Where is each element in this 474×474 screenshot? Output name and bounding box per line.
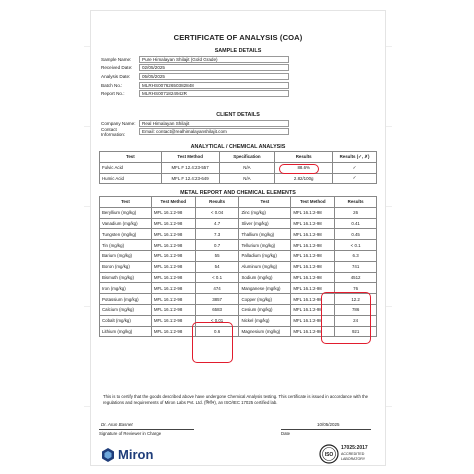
metal-cell: Beryllium (mg/kg) (100, 207, 152, 218)
miron-logo-icon (101, 448, 115, 462)
metal-cell: MFL 16.1:2-98 (291, 326, 335, 337)
metal-cell: 6583 (195, 304, 239, 315)
client-field-label: Contact Information: (101, 126, 126, 137)
analytical-header-cell: Results (275, 152, 333, 163)
metal-cell: MFL 16.1:2-98 (291, 304, 335, 315)
client-field-value: Real Himalayan Shilajit (139, 120, 289, 127)
sample-details (101, 55, 289, 98)
metal-row (100, 261, 377, 272)
signatory-name: Dr. Arun Basnet (101, 422, 133, 427)
svg-text:ISO: ISO (324, 452, 334, 458)
metal-row (100, 229, 377, 240)
metal-cell: Tin (mg/kg) (100, 240, 152, 251)
analytical-cell: MFL F 12.4:23-649 (161, 173, 219, 184)
certificate-sheet (90, 10, 386, 466)
signatory-caption: Signature of Reviewer in Charge (99, 431, 162, 436)
analytical-cell: ✓ (333, 162, 377, 173)
sample-field-label: Batch No.: (101, 82, 123, 88)
metal-cell: 24 (335, 315, 377, 326)
sample-field-label: Sample Name: (101, 56, 132, 62)
metal-cell: 921 (335, 326, 377, 337)
analytical-cell: MFL F 12.4:23-557 (161, 162, 219, 173)
metal-cell: MFL 16.1:2-98 (151, 294, 195, 305)
metal-cell: Zinc (mg/kg) (239, 207, 291, 218)
metal-cell: 741 (335, 261, 377, 272)
metal-cell: Sodium (mg/kg) (239, 272, 291, 283)
sample-field-row (101, 81, 289, 90)
metal-cell: MFL 16.1:2-98 (151, 304, 195, 315)
metal-header-cell: Test (239, 197, 291, 208)
sample-field-label: Report No.: (101, 91, 125, 97)
sample-field-row (101, 55, 289, 64)
metal-cell: MFL 16.1:2-98 (291, 272, 335, 283)
metal-cell: Nickel (mg/kg) (239, 315, 291, 326)
metal-cell: MFL 16.1:2-98 (151, 283, 195, 294)
document-title: CERTIFICATE OF ANALYSIS (COA) (173, 33, 303, 42)
metal-cell: MFL 16.1:2-98 (291, 240, 335, 251)
sample-details-heading: SAMPLE DETAILS (214, 48, 262, 54)
metal-cell: 474 (195, 283, 239, 294)
analytical-header-cell: Test (100, 152, 162, 163)
metal-cell: Sliver (mg/kg) (239, 218, 291, 229)
sample-field-value: Pure Himalayan Shilajit (Gold Grade) (139, 56, 289, 63)
sample-field-value: MLRHS0071824942R (139, 90, 289, 97)
client-details (101, 119, 289, 136)
metal-cell: 0.6 (195, 326, 239, 337)
metal-header-cell: Test Method (291, 197, 335, 208)
date-line (281, 429, 371, 430)
iso-seal-icon (319, 444, 339, 464)
metal-cell: 0.41 (335, 218, 377, 229)
metal-heading: METAL REPORT AND CHEMICAL ELEMENTS (180, 190, 296, 196)
date-caption: Date (281, 431, 291, 436)
metal-cell: Cesium (mg/kg) (239, 304, 291, 315)
client-field-label: Company Name: (101, 120, 136, 126)
sample-field-value: MLRHS00762650382848 (139, 82, 289, 89)
metal-cell: MFL 16.1:2-98 (291, 294, 335, 305)
metal-row (100, 207, 377, 218)
iso-accreditation-badge (319, 443, 379, 465)
analytical-header-cell: Specification (219, 152, 275, 163)
metal-cell: Aluminum (mg/kg) (239, 261, 291, 272)
iso-standard: 17025:2017 (341, 445, 368, 451)
analytical-cell: 2.82/100g (275, 173, 333, 184)
metal-cell: MFL 16.1:2-98 (291, 283, 335, 294)
metal-cell: Barium (mg/kg) (100, 250, 152, 261)
metal-cell: MFL 16.1:2-98 (151, 207, 195, 218)
metal-row (100, 218, 377, 229)
metal-cell: MFL 16.1:2-98 (151, 250, 195, 261)
metal-cell: Lithium (mg/kg) (100, 326, 152, 337)
brand-name: Miron (118, 447, 154, 462)
metal-cell: Thallium (mg/kg) (239, 229, 291, 240)
metal-cell: < 0.04 (195, 207, 239, 218)
client-field-row (101, 128, 289, 137)
analytical-row (100, 162, 377, 173)
metal-cell: MFL 16.1:2-98 (291, 315, 335, 326)
analytical-cell: ✓ (333, 173, 377, 184)
metal-cell: MFL 16.1:2-98 (151, 261, 195, 272)
metal-cell: MFL 16.1:2-98 (291, 207, 335, 218)
metal-highlight-left (192, 322, 233, 363)
sample-field-row (101, 64, 289, 73)
metal-cell: Boron (mg/kg) (100, 261, 152, 272)
metal-highlight-right (321, 292, 371, 344)
metal-cell: Copper (mg/kg) (239, 294, 291, 305)
metal-cell: Vanadium (mg/kg) (100, 218, 152, 229)
metal-cell: Potassium (mg/kg) (100, 294, 152, 305)
sign-date: 10/05/2025 (317, 422, 340, 427)
metal-header-cell: Test Method (151, 197, 195, 208)
metal-cell: MFL 16.1:2-98 (151, 315, 195, 326)
sample-field-label: Received Date: (101, 65, 133, 71)
metal-cell: Palladium (mg/kg) (239, 250, 291, 261)
analytical-table (99, 151, 377, 184)
iso-caption-1: ACCREDITED (341, 452, 365, 456)
metal-cell: Iron (mg/kg) (100, 283, 152, 294)
metal-cell: < 0.1 (195, 272, 239, 283)
iso-caption-2: LABORATORY (341, 457, 366, 461)
miron-logo (101, 447, 153, 462)
metal-header-cell: Results (335, 197, 377, 208)
metal-cell: MFL 16.1:2-98 (151, 272, 195, 283)
metal-row (100, 272, 377, 283)
metal-cell: 4512 (335, 272, 377, 283)
metal-cell: 7.3 (195, 229, 239, 240)
metal-cell: Tellurium (mg/kg) (239, 240, 291, 251)
metal-cell: Cobalt (mg/kg) (100, 315, 152, 326)
sample-field-row (101, 72, 289, 81)
metal-cell: Bismuth (mg/kg) (100, 272, 152, 283)
metal-cell: 4.7 (195, 218, 239, 229)
analytical-header-cell: Results (✓, ✗) (333, 152, 377, 163)
metal-cell: 0.7 (195, 240, 239, 251)
analytical-cell: N/A (219, 173, 275, 184)
analytical-cell: N/A (219, 162, 275, 173)
metal-cell: MFL 16.1:2-98 (151, 326, 195, 337)
metal-cell: 0.45 (335, 229, 377, 240)
analytical-header-cell: Test Method (161, 152, 219, 163)
signature-line (99, 429, 194, 430)
fulvic-highlight-circle (279, 164, 319, 174)
metal-cell: < 0.1 (335, 240, 377, 251)
metal-cell: MFL 16.1:2-98 (291, 261, 335, 272)
metal-cell: Magnesium (mg/kg) (239, 326, 291, 337)
sample-field-value: 05/05/2025 (139, 73, 289, 80)
analytical-heading: ANALYTICAL / CHEMICAL ANALYSIS (190, 144, 286, 150)
metal-header-cell: Results (195, 197, 239, 208)
metal-cell: MFL 16.1:2-98 (291, 218, 335, 229)
metal-cell: Calcium (mg/kg) (100, 304, 152, 315)
metal-cell: MFL 16.1:2-98 (151, 240, 195, 251)
certify-statement: This is to certify that the goods described above have undergone Chemical Analysis testing. This certificate is issued in accordance with the regulations and requirements of Miron Labs Pvt. Ltd. (मिरॉन), an ISO/IEC 17025 certified lab. (103, 394, 369, 405)
metal-cell: 55 (195, 250, 239, 261)
metal-cell: 3857 (195, 294, 239, 305)
analytical-cell: Humic Acid (100, 173, 162, 184)
metal-cell: MFL 16.1:2-98 (291, 250, 335, 261)
metal-cell: 6.3 (335, 250, 377, 261)
sample-field-row (101, 89, 289, 98)
metal-cell: 76 (335, 283, 377, 294)
client-field-value: Email: contact@realhimalayanshilajit.com (139, 128, 289, 135)
analytical-row (100, 173, 377, 184)
metal-cell: MFL 16.1:2-98 (151, 218, 195, 229)
metal-cell: MFL 16.1:2-98 (151, 229, 195, 240)
metal-cell: < 0.01 (195, 315, 239, 326)
metal-cell: 26 (335, 207, 377, 218)
sample-field-label: Analysis Date: (101, 73, 131, 79)
metal-cell: Tungsten (mg/kg) (100, 229, 152, 240)
metal-row (100, 250, 377, 261)
metal-row (100, 240, 377, 251)
metal-cell: Manganese (mg/kg) (239, 283, 291, 294)
metal-cell: 54 (195, 261, 239, 272)
analytical-cell: 88.6% (275, 162, 333, 173)
metal-header-cell: Test (100, 197, 152, 208)
client-details-heading: CLIENT DETAILS (216, 112, 260, 118)
metal-cell: 12.2 (335, 294, 377, 305)
metal-cell: MFL 16.1:2-98 (291, 229, 335, 240)
analytical-cell: Fulvic Acid (100, 162, 162, 173)
sample-field-value: 02/05/2025 (139, 64, 289, 71)
metal-cell: 786 (335, 304, 377, 315)
